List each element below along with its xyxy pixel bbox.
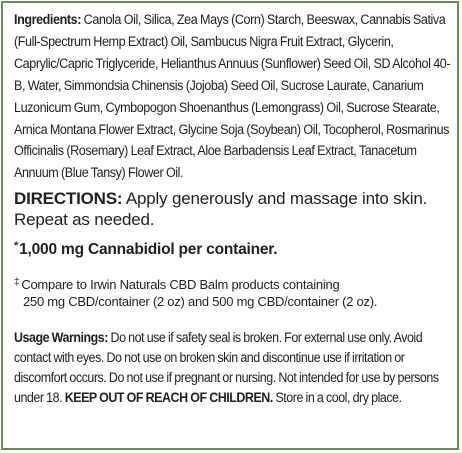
warnings-emphasis: KEEP OUT OF REACH OF CHILDREN. (64, 390, 273, 405)
warnings-tail: Store in a cool, dry place. (275, 390, 402, 405)
cbd-content-note (14, 240, 277, 259)
directions-text: Apply generously and massage into skin. Repeat as needed. (14, 189, 428, 229)
ingredients-text: Canola Oil, Silica, Zea Mays (Corn) Starch, Beeswax, Cannabis Sativa (Full-Spectrum Hemp Extract) Oil, Sambucus Nigra Fruit Extract, Glycerin, Caprylic/Capric Triglyceride, Helianthus Annuus (Sunflower) Seed Oil, SD Alcohol 40-B, Water, Simmondsia Chinensis (Jojoba) Seed Oil, Sucrose Laurate, Canarium Luzonicum Gum, Cymbopogon Shoenanthus (Lemongrass) Oil, Sucrose Stearate, Arnica Montana Flower Extract, Glycine Soja (Soybean) Oil, Tocopherol, Rosmarinus Officinalis (Rosemary) Leaf Extract, Aloe Barbadensis Leaf Extract, Tanacetum Annuum (Blue Tansy) Flower Oil. (14, 12, 451, 181)
compare-note (14, 274, 454, 310)
usage-warnings-section (14, 328, 451, 408)
ingredients-heading: Ingredients: (14, 12, 81, 27)
compare-line-1: Compare to Irwin Naturals CBD Balm products containing (21, 277, 340, 292)
directions-heading: DIRECTIONS: (14, 189, 123, 208)
warnings-text: Do not use if safety seal is broken. For external use only. Avoid contact with eyes. Do not use on broken skin and discontinue use if irritation or discomfort occurs. Do not use if pregnant or nursing. Not intended for use by persons under 18. (14, 330, 439, 405)
ingredients-section (14, 9, 454, 184)
compare-dagger: ‡ (14, 277, 20, 288)
compare-line-2: 250 mg CBD/container (2 oz) and 500 mg CBD/container (2 oz). (23, 294, 378, 309)
cbd-asterisk: * (14, 240, 19, 252)
cbd-text: 1,000 mg Cannabidiol per container. (19, 241, 278, 258)
label-panel (1, 1, 459, 450)
directions-section (14, 188, 459, 230)
warnings-heading: Usage Warnings: (14, 330, 108, 345)
